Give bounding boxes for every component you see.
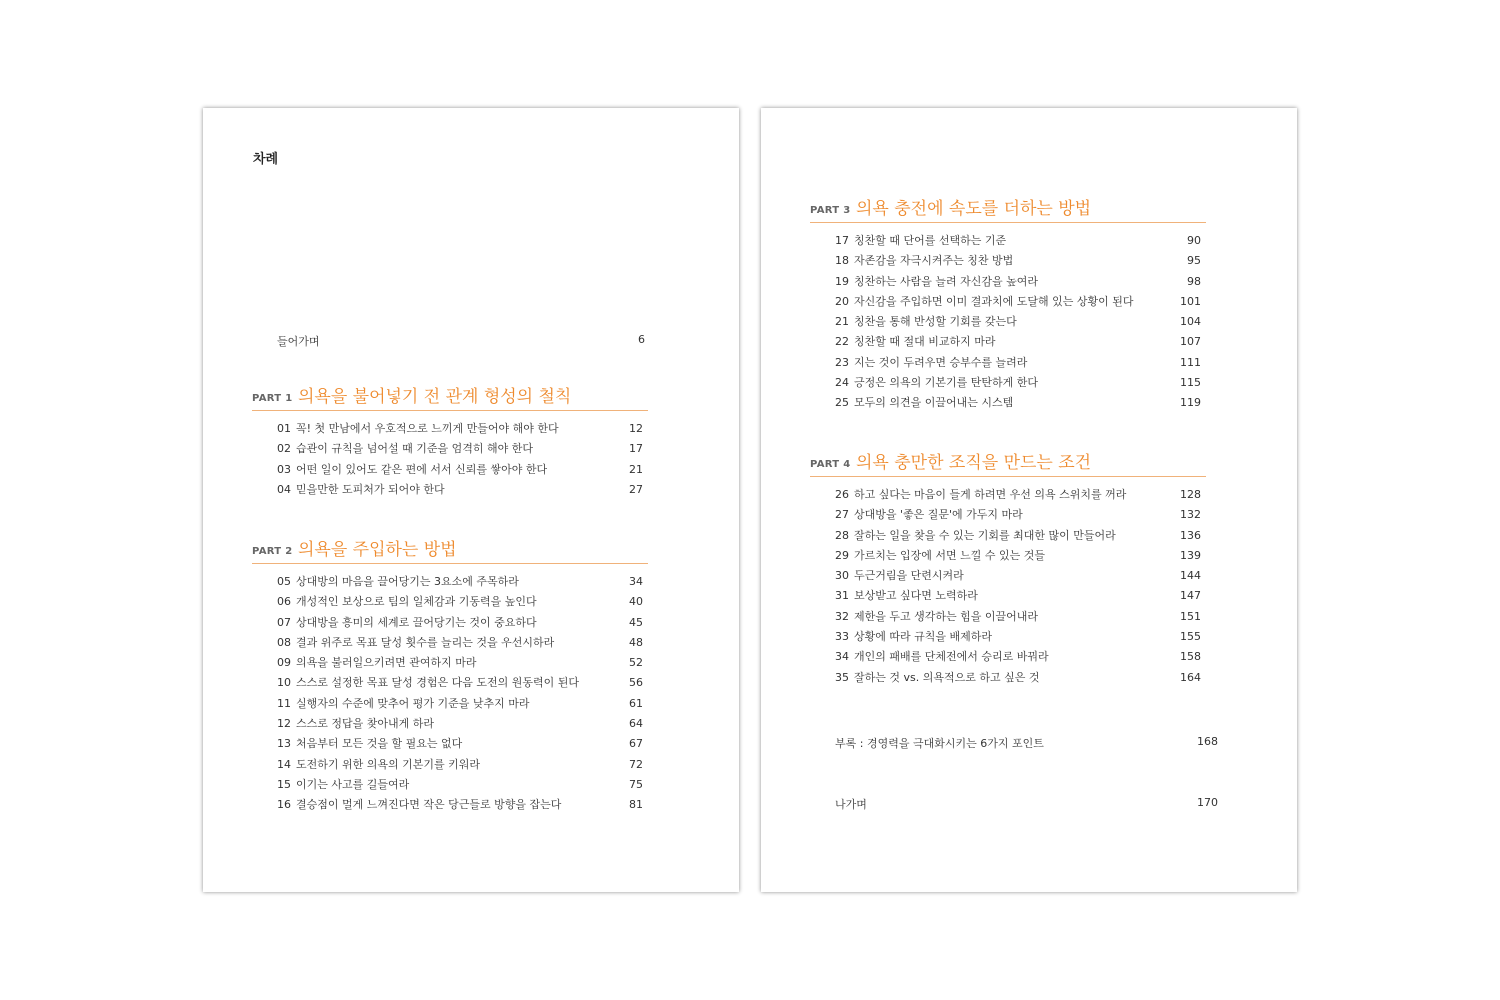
part-header [252,539,648,564]
toc-entry[interactable] [810,526,1206,546]
entry-number: 34 [835,650,849,664]
toc-entry[interactable] [810,566,1206,586]
entry-list [810,223,1206,414]
toc-entry[interactable] [810,353,1206,373]
toc-entry[interactable] [810,292,1206,312]
entry-number: 25 [835,396,849,410]
entry-title: 개인의 패배를 단체전에서 승리로 바꿔라 [854,650,1049,664]
entry-page: 115 [1180,376,1201,390]
entry-title: 상대방을 흥미의 세계로 끌어당기는 것이 중요하다 [296,615,537,629]
entry-number: 26 [835,488,849,501]
entry-title: 모두의 의견을 이끌어내는 시스템 [854,396,1014,410]
entry-page: 139 [1180,548,1201,562]
entry-page: 107 [1180,335,1201,349]
entry-title: 상대방의 마음을 끌어당기는 3요소에 주목하라 [296,575,519,588]
part-3-section [810,198,1206,414]
entry-title: 칭찬할 때 절대 비교하지 마라 [854,335,996,349]
entry-number: 06 [277,595,291,609]
entry-title: 습관이 규칙을 넘어설 때 기준을 엄격히 해야 한다 [296,442,533,456]
entry-title: 부록 : 경영력을 극대화시키는 6가지 포인트 [835,737,1044,750]
part-header [810,198,1206,223]
entry-title: 의욕을 불러일으키려면 관여하지 마라 [296,656,477,670]
entry-title: 결과 위주로 목표 달성 횟수를 늘리는 것을 우선시하라 [296,635,555,649]
entry-number: 32 [835,609,849,623]
entry-title: 잘하는 일을 찾을 수 있는 기회를 최대한 많이 만들어라 [854,528,1116,542]
entry-title: 잘하는 것 vs. 의욕적으로 하고 싶은 것 [854,670,1040,684]
entry-page: 75 [629,777,643,791]
part-1-section [252,386,648,500]
entry-page: 6 [638,333,645,346]
toc-entry[interactable] [810,332,1206,352]
entry-number: 02 [277,442,291,456]
entry-number: 18 [835,254,849,268]
toc-entry[interactable] [252,613,648,633]
entry-page: 98 [1187,274,1201,288]
part-2-section [252,539,648,816]
entry-number: 19 [835,274,849,288]
part-label: PART 2 [252,546,293,557]
entry-number: 05 [277,575,291,588]
toc-entry[interactable] [252,480,648,500]
entry-title: 칭찬하는 사람을 늘려 자신감을 높여라 [854,274,1039,288]
entry-page: 27 [629,482,643,496]
part-label: PART 4 [810,459,851,470]
entry-page: 101 [1180,294,1201,308]
entry-title: 긍정은 의욕의 기본기를 탄탄하게 한다 [854,376,1039,390]
entry-number: 03 [277,462,291,476]
toc-left-page [203,108,739,892]
toc-entry[interactable] [252,592,648,612]
entry-number: 17 [835,234,849,247]
entry-page: 95 [1187,254,1201,268]
entry-title: 자존감을 자극시켜주는 칭찬 방법 [854,254,1014,268]
entry-number: 13 [277,737,291,751]
entry-page: 40 [629,595,643,609]
toc-entry[interactable] [252,775,648,795]
entry-title: 도전하기 위한 의욕의 기본기를 키워라 [296,757,481,771]
entry-title: 실행자의 수준에 맞추어 평가 기준을 낮추지 마라 [296,696,530,710]
entry-page: 61 [629,696,643,710]
entry-number: 11 [277,696,291,710]
entry-number: 30 [835,569,849,583]
part-header [252,386,648,411]
entry-page: 128 [1180,488,1201,501]
toc-title: 차례 [253,152,279,167]
entry-page: 155 [1180,630,1201,644]
toc-right-page [761,108,1297,892]
toc-entry[interactable] [252,633,648,653]
entry-number: 23 [835,355,849,369]
entry-title: 상대방을 '좋은 질문'에 가두지 마라 [854,508,1023,522]
entry-page: 21 [629,462,643,476]
entry-number: 24 [835,376,849,390]
entry-title: 믿을만한 도피처가 되어야 한다 [296,482,445,496]
toc-entry[interactable] [810,647,1206,667]
entry-number: 07 [277,615,291,629]
toc-entry[interactable] [810,231,1206,251]
entry-page: 151 [1180,609,1201,623]
entry-number: 01 [277,422,291,435]
entry-title: 제한을 두고 생각하는 힘을 이끌어내라 [854,609,1039,623]
entry-number: 09 [277,656,291,670]
entry-number: 21 [835,315,849,329]
entry-page: 48 [629,635,643,649]
toc-entry[interactable] [252,460,648,480]
toc-entry[interactable] [252,419,648,439]
toc-entry[interactable] [810,505,1206,525]
entry-list [252,564,648,816]
entry-page: 164 [1180,670,1201,684]
entry-number: 08 [277,635,291,649]
entry-title: 가르치는 입장에 서면 느낄 수 있는 것들 [854,548,1045,562]
part-label: PART 1 [252,393,293,404]
entry-page: 52 [629,656,643,670]
entry-title: 들어가며 [277,335,320,348]
toc-entry[interactable] [810,546,1206,566]
toc-entry[interactable] [252,694,648,714]
part-4-section [810,452,1206,688]
entry-number: 14 [277,757,291,771]
entry-page: 12 [629,422,643,435]
entry-number: 35 [835,670,849,684]
entry-title: 이기는 사고를 길들여라 [296,777,410,791]
toc-entry[interactable] [810,272,1206,292]
entry-page: 144 [1180,569,1201,583]
toc-entry[interactable] [810,607,1206,627]
toc-entry[interactable] [252,673,648,693]
entry-page: 158 [1180,650,1201,664]
part-title: 의욕을 불어넣기 전 관계 형성의 철칙 [298,387,572,407]
toc-entry[interactable] [810,668,1206,688]
entry-number: 12 [277,717,291,731]
entry-title: 칭찬할 때 단어를 선택하는 기준 [854,234,1007,247]
entry-number: 16 [277,798,291,812]
entry-title: 두근거림을 단련시켜라 [854,569,964,583]
entry-page: 56 [629,676,643,690]
entry-title: 스스로 정답을 찾아내게 하라 [296,717,435,731]
toc-entry[interactable] [810,373,1206,393]
entry-page: 67 [629,737,643,751]
part-title: 의욕을 주입하는 방법 [298,540,457,560]
toc-entry[interactable] [252,734,648,754]
entry-number: 33 [835,630,849,644]
entry-title: 상황에 따라 규칙을 배제하라 [854,630,993,644]
entry-page: 72 [629,757,643,771]
entry-page: 132 [1180,508,1201,522]
entry-number: 04 [277,482,291,496]
entry-page: 119 [1180,396,1201,410]
entry-number: 28 [835,528,849,542]
entry-page: 147 [1180,589,1201,603]
part-header [810,452,1206,477]
toc-entry[interactable] [810,485,1206,505]
entry-number: 20 [835,294,849,308]
toc-entry[interactable] [810,627,1206,647]
toc-entry[interactable] [252,653,648,673]
entry-number: 29 [835,548,849,562]
part-title: 의욕 충만한 조직을 만드는 조건 [856,453,1092,473]
entry-title: 하고 싶다는 마음이 들게 하려면 우선 의욕 스위치를 꺼라 [854,488,1127,501]
entry-title: 어떤 일이 있어도 같은 편에 서서 신뢰를 쌓아야 한다 [296,462,548,476]
toc-entry[interactable] [252,714,648,734]
entry-number: 22 [835,335,849,349]
entry-title: 결승점이 멀게 느껴진다면 작은 당근들로 방향을 잡는다 [296,798,562,812]
entry-number: 15 [277,777,291,791]
entry-title: 자신감을 주입하면 이미 결과치에 도달해 있는 상황이 된다 [854,294,1134,308]
entry-title: 보상받고 싶다면 노력하라 [854,589,978,603]
toc-entry[interactable] [252,795,648,815]
part-title: 의욕 충전에 속도를 더하는 방법 [856,199,1092,219]
entry-number: 27 [835,508,849,522]
entry-page: 111 [1180,355,1201,369]
entry-page: 104 [1180,315,1201,329]
entry-list [252,411,648,500]
entry-title: 칭찬을 통해 반성할 기회를 갖는다 [854,315,1017,329]
entry-page: 34 [629,575,643,588]
toc-entry-appendix[interactable] [835,735,1218,751]
toc-entry[interactable] [252,439,648,459]
entry-title: 나가며 [835,798,867,811]
toc-entry[interactable] [810,312,1206,332]
entry-title: 처음부터 모든 것을 할 필요는 없다 [296,737,463,751]
toc-entry[interactable] [252,572,648,592]
toc-entry-intro[interactable] [277,333,645,349]
entry-page: 90 [1187,234,1201,247]
entry-title: 지는 것이 두려우면 승부수를 늘려라 [854,355,1028,369]
entry-title: 꼭! 첫 만남에서 우호적으로 느끼게 만들어야 해야 한다 [296,422,559,435]
entry-title: 스스로 설정한 목표 달성 경험은 다음 도전의 원동력이 된다 [296,676,579,690]
entry-list [810,477,1206,688]
entry-page: 136 [1180,528,1201,542]
entry-page: 64 [629,717,643,731]
entry-number: 10 [277,676,291,690]
entry-page: 45 [629,615,643,629]
toc-entry[interactable] [252,755,648,775]
toc-entry[interactable] [810,251,1206,271]
entry-page: 17 [629,442,643,456]
entry-page: 170 [1197,796,1218,809]
toc-entry[interactable] [810,586,1206,606]
entry-title: 개성적인 보상으로 팀의 일체감과 기동력을 높인다 [296,595,537,609]
toc-entry-outro[interactable] [835,796,1218,812]
part-label: PART 3 [810,205,851,216]
entry-page: 168 [1197,735,1218,748]
entry-number: 31 [835,589,849,603]
entry-page: 81 [629,798,643,812]
toc-entry[interactable] [810,393,1206,413]
